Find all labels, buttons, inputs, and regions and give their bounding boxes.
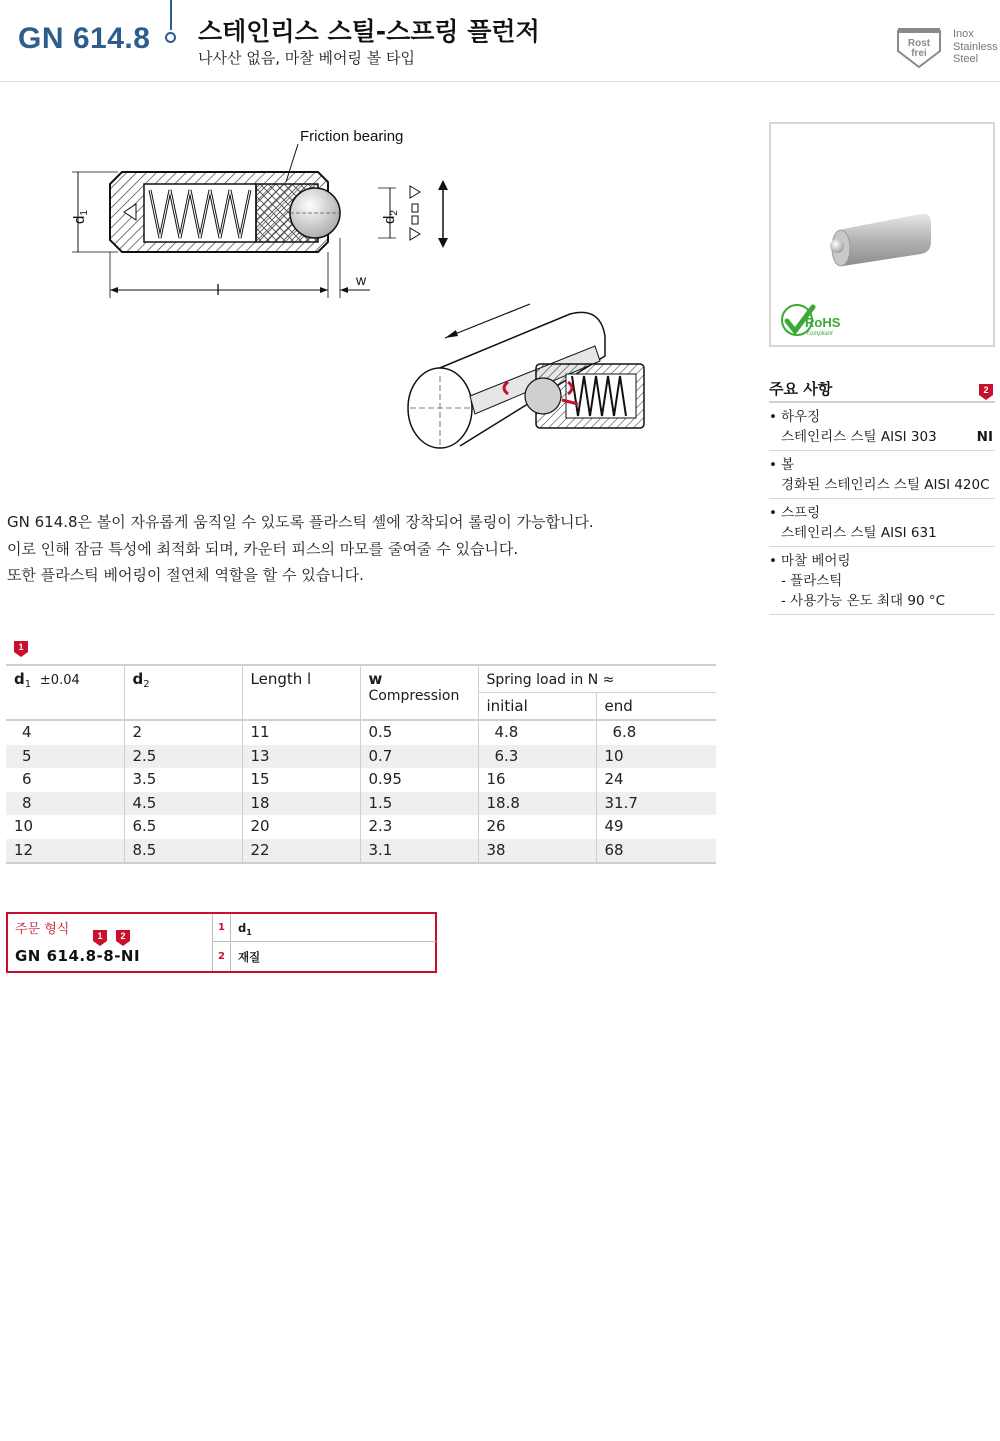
rost-frei-badge-icon	[896, 27, 946, 69]
features-panel	[769, 375, 995, 615]
order-legend-index: 2	[213, 943, 231, 971]
col-d2-sub: 2	[143, 679, 150, 690]
cell-initial: 4.8	[478, 720, 596, 745]
bullet-icon: •	[769, 553, 777, 569]
feature-item	[769, 499, 995, 547]
rohs-sub: compliant	[807, 331, 833, 337]
col-d2-label: d	[132, 670, 144, 688]
order-code: GN 614.8-8-NI	[15, 947, 141, 965]
page-title: 스테인리스 스틸-스프링 플런저	[198, 17, 540, 46]
cell-d2: 3.5	[124, 768, 242, 792]
order-legend-row	[213, 943, 436, 971]
d2-label: d	[381, 215, 398, 224]
cell-d2: 4.5	[124, 792, 242, 816]
cell-initial: 26	[478, 815, 596, 839]
order-format-box	[6, 912, 437, 973]
cell-initial: 18.8	[478, 792, 596, 816]
cell-end: 24	[604, 770, 624, 788]
col-length-label: Length l	[250, 670, 312, 688]
cell-length: 15	[242, 768, 360, 792]
description	[7, 509, 747, 589]
col-w-sub: Compression	[368, 688, 460, 704]
cell-w: 0.5	[360, 720, 478, 745]
col-end-label: end	[604, 697, 633, 715]
cell-w: 1.5	[360, 792, 478, 816]
cell-length: 18	[242, 792, 360, 816]
cell-d2: 8.5	[124, 839, 242, 864]
product-photo	[769, 122, 995, 347]
feature-sub: 스테인리스 스틸 AISI 631	[781, 525, 937, 541]
cell-w: 2.3	[360, 815, 478, 839]
marker-number: 1	[97, 931, 103, 941]
d2-sub: 2	[389, 210, 400, 216]
table-row	[6, 815, 716, 839]
col-d1-tol: ±0.04	[39, 673, 80, 688]
l-label: l	[216, 282, 220, 299]
col-d1-label: d	[14, 670, 25, 688]
section-drawing	[60, 120, 480, 310]
cell-d1: 8	[6, 792, 124, 816]
description-line: 또한 플라스틱 베어링이 절연체 역할을 할 수 있습니다.	[7, 566, 364, 584]
cell-d1: 6	[6, 768, 124, 792]
marker-number: 2	[983, 385, 989, 395]
page-subtitle: 나사산 없음, 마찰 베어링 볼 타입	[198, 49, 415, 67]
table-marker-icon	[14, 641, 28, 657]
order-legend-text: d	[238, 921, 247, 935]
d1-label: d	[71, 215, 88, 224]
feature-sub: 경화된 스테인리스 스틸 AISI 420C	[781, 477, 990, 493]
cell-initial: 6.3	[478, 745, 596, 769]
feature-head: 마찰 베어링	[781, 553, 851, 569]
cell-end: 6.8	[596, 720, 716, 745]
cell-end: 10	[596, 745, 716, 769]
col-initial-label: initial	[486, 697, 528, 715]
material-marker-icon	[979, 384, 993, 400]
order-legend-row	[213, 914, 436, 942]
order-marker-2-icon	[116, 930, 130, 946]
table-row	[6, 839, 716, 864]
inox-label	[953, 28, 998, 66]
order-legend	[212, 914, 435, 971]
w-label: w	[356, 272, 367, 288]
cell-d1: 10	[6, 815, 124, 839]
feature-head: 하우징	[781, 409, 821, 425]
cell-length: 20	[242, 815, 360, 839]
inox-line: Stainless	[953, 40, 998, 53]
cell-length: 13	[242, 745, 360, 769]
inox-line: Inox	[953, 28, 974, 40]
col-d2	[124, 665, 242, 720]
description-line: GN 614.8은 볼이 자유롭게 움직일 수 있도록 플라스틱 셸에 장착되어 롤링이 가능합니다.	[7, 513, 594, 531]
order-marker-1-icon	[93, 930, 107, 946]
feature-head: 스프링	[781, 505, 821, 521]
table-row	[6, 745, 716, 769]
friction-bearing-label: Friction bearing	[300, 128, 404, 145]
order-legend-label: 재질	[238, 950, 261, 964]
plunger-photo-icon	[771, 124, 997, 294]
product-code: GN 614.8	[18, 22, 151, 55]
feature-head: 볼	[781, 457, 795, 473]
description-line: 이로 인해 잠금 특성에 최적화 되며, 카운터 피스의 마모를 줄여줄 수 있습니다.	[7, 539, 519, 558]
marker-number: 1	[18, 642, 24, 652]
spec-table	[6, 664, 716, 864]
bullet-icon: •	[769, 457, 777, 473]
col-d1-sub: 1	[24, 679, 32, 690]
rohs-label: RoHS	[805, 315, 841, 330]
cell-w: 3.1	[360, 839, 478, 864]
svg-text:d1	[71, 210, 90, 224]
bullet-icon: •	[769, 409, 777, 425]
header-divider	[170, 0, 172, 30]
svg-text:d2	[381, 210, 400, 224]
feature-dash: - 플라스틱	[781, 573, 843, 589]
feature-sub: 스테인리스 스틸 AISI 303	[781, 429, 937, 445]
table-row	[6, 768, 716, 792]
cell-end: 68	[596, 839, 716, 864]
application-drawing	[400, 296, 650, 456]
inox-line: Steel	[953, 53, 979, 65]
col-d1	[6, 665, 124, 720]
cell-d1: 12	[6, 839, 124, 864]
order-legend-sub: 1	[246, 928, 252, 937]
cell-initial: 38	[478, 839, 596, 864]
col-spring-load	[478, 665, 716, 693]
cell-w: 0.95	[360, 768, 478, 792]
col-w	[360, 665, 478, 720]
cell-d1: 4	[6, 720, 124, 745]
table-row	[6, 720, 716, 745]
marker-number: 2	[120, 931, 126, 941]
feature-item	[769, 547, 995, 615]
order-left	[8, 914, 212, 971]
cell-end: 31.7	[596, 792, 716, 816]
d1-sub: 1	[79, 210, 90, 216]
bullet-icon: •	[769, 505, 777, 521]
cell-end: 49	[604, 817, 624, 835]
features-title-text: 주요 사항	[769, 380, 833, 398]
page-header	[0, 0, 1000, 82]
col-length	[242, 665, 360, 720]
order-legend-index: 1	[213, 914, 231, 941]
cell-length: 11	[242, 720, 360, 745]
features-title	[769, 375, 995, 403]
table-row	[6, 792, 716, 816]
feature-item	[769, 451, 995, 499]
header-divider-dot	[165, 32, 176, 43]
col-spring-label: Spring load in N ≈	[486, 672, 615, 688]
cell-initial: 16	[478, 768, 596, 792]
feature-code: NI	[976, 429, 993, 445]
cell-d2: 6.5	[124, 815, 242, 839]
rohs-badge-icon	[781, 301, 851, 339]
cell-d2: 2	[124, 720, 242, 745]
col-end	[596, 693, 716, 721]
feature-dash: - 사용가능 온도 최대 90 °C	[781, 593, 946, 609]
badge-text: Rost	[907, 38, 931, 49]
svg-text:frei: frei	[911, 48, 927, 59]
cell-d1: 5	[6, 745, 124, 769]
col-initial	[478, 693, 596, 721]
cell-w: 0.7	[360, 745, 478, 769]
col-w-label: w	[368, 670, 383, 688]
cell-d2: 2.5	[124, 745, 242, 769]
order-title: 주문 형식	[15, 922, 70, 937]
feature-item	[769, 403, 995, 451]
cell-length: 22	[242, 839, 360, 864]
